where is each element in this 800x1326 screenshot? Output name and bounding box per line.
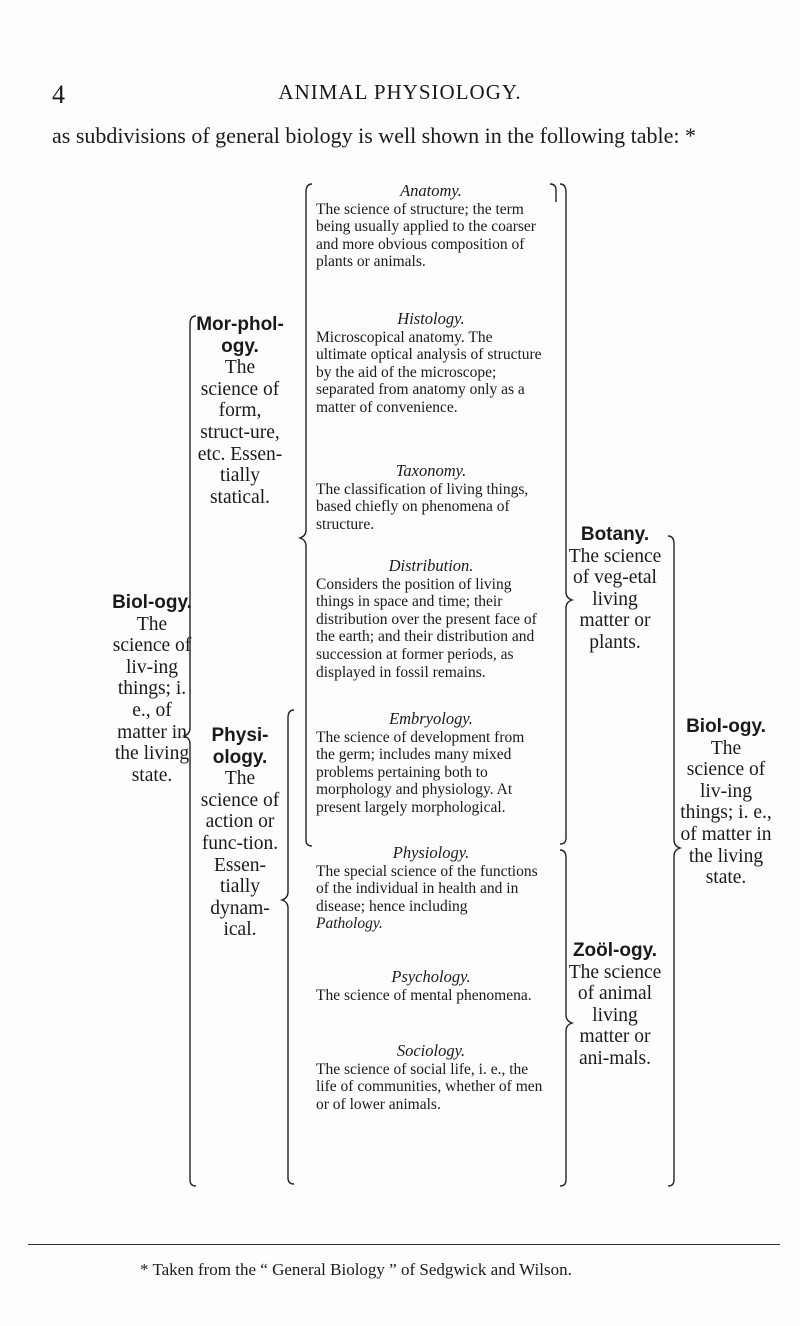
- entry-text: Considers the position of living things in space and time; their distribution over the present face of the earth; and their distribution and succession at former periods, as displayed in fossil remains.: [316, 575, 537, 681]
- running-title: ANIMAL PHYSIOLOGY.: [278, 80, 522, 104]
- left-biology-title: Biol-ogy.: [112, 592, 192, 613]
- brace-right-biology: [668, 536, 680, 1186]
- footnote: * Taken from the “ General Biology ” of Sedgwick and Wilson.: [140, 1260, 572, 1279]
- brace-morphology: [300, 184, 312, 846]
- morphology-desc: The science of form, struct-ure, etc. Essen-tially statical.: [197, 357, 283, 508]
- entry-title: Distribution.: [388, 556, 474, 575]
- entry-title: Histology.: [397, 309, 465, 328]
- zoology-desc: The science of animal living matter or ani-mals.: [568, 961, 662, 1069]
- entry-text: Microscopical anatomy. The ultimate optical analysis of structure by the aid of the microscope; separated from anatomy only as a matter of convenience.: [316, 328, 542, 416]
- entry-title: Sociology.: [396, 1041, 466, 1060]
- brace-left-biology: [184, 316, 196, 1186]
- entry-title: Physiology.: [392, 843, 470, 862]
- physiology-category-desc: The science of action or func-tion. Essen-tially dynam-ical.: [200, 768, 280, 941]
- entry-text: The classification of living things, based chiefly on phenomena of structure.: [316, 480, 529, 533]
- physiology-category-title: Physi-ology.: [211, 725, 269, 768]
- entry-title: Anatomy.: [400, 181, 462, 200]
- zoology-title: Zoöl-ogy.: [572, 940, 658, 961]
- intro-paragraph: as subdivisions of general biology is well shown in the following table: *: [52, 123, 697, 148]
- right-biology-title: Biol-ogy.: [686, 716, 766, 737]
- entry-text: The science of social life, i. e., the life of communities, whether of men or of lower animals.: [316, 1060, 543, 1113]
- entry-text: The science of mental phenomena.: [316, 986, 532, 1004]
- entry-text: The special science of the functions of the individual in health and in disease; hence including: [316, 862, 538, 915]
- entry-title: Embryology.: [389, 709, 473, 728]
- brace-physiology: [282, 710, 294, 1184]
- brace-botany: [560, 184, 572, 844]
- brace-histology-right: [550, 184, 556, 202]
- entry-title: Psychology.: [391, 967, 471, 986]
- entry-title: Taxonomy.: [395, 461, 467, 480]
- brace-zoology: [560, 850, 572, 1186]
- botany-title: Botany.: [580, 524, 650, 545]
- botany-desc: The science of veg-etal living matter or plants.: [568, 545, 662, 653]
- entry-extra-pathology: Pathology.: [316, 915, 383, 933]
- morphology-title: Mor-phol-ogy.: [196, 314, 284, 357]
- page-number: 4: [52, 80, 65, 109]
- entry-text: The science of development from the germ; includes many mixed problems pertaining both to morphology and physiology. At present largely morphological.: [316, 728, 525, 816]
- footnote-rule: [28, 1244, 780, 1245]
- entry-text: The science of structure; the term being usually applied to the coarser and more obvious composition of plants or animals.: [316, 200, 536, 271]
- right-biology-desc: The science of liv-ing things; i. e., of matter in the living state.: [680, 737, 772, 889]
- left-biology-desc: The science of liv-ing things; i. e., of matter in the living state.: [112, 613, 192, 786]
